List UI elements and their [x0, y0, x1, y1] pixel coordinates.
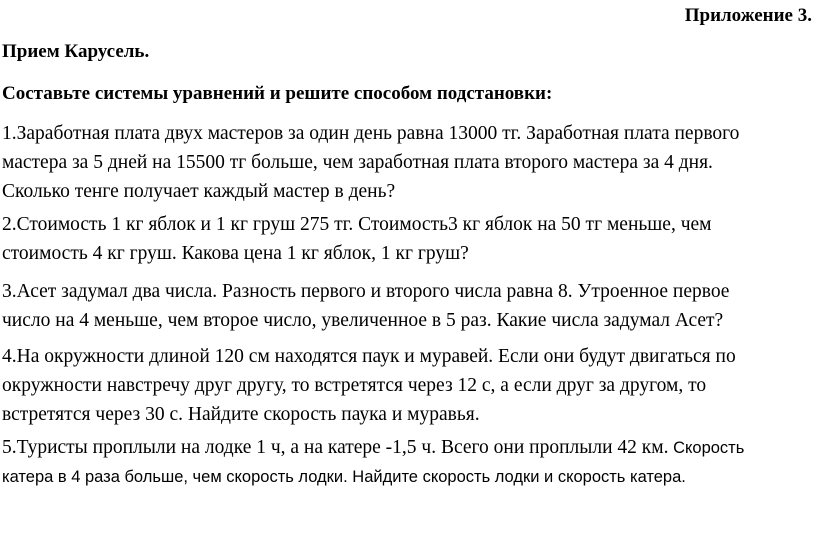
task-4 [2, 342, 814, 429]
appendix-label: Приложение 3. [684, 5, 812, 26]
task-3-line-1: 3.Асет задумал два числа. Разность первого и второго числа равна 8. Утроенное первое [2, 281, 730, 302]
task-5-line-2: катера в 4 раза больше, чем скорость лодки. Найдите скорость лодки и скорость катера. [2, 468, 686, 486]
task-3 [2, 277, 814, 335]
task-4-line-2: окружности навстречу друг другу, то встретятся через 12 с, а если друг за другом, то [2, 375, 707, 396]
task-5-line-1-tail: Скорость [668, 439, 745, 457]
task-5 [2, 433, 814, 492]
task-heading: Составьте системы уравнений и решите способом подстановки: [2, 83, 553, 104]
task-1-line-3: Сколько тенге получает каждый мастер в день? [2, 181, 396, 202]
task-5-line-1-main: 5.Туристы проплыли на лодке 1 ч, а на катере -1,5 ч. Всего они проплыли 42 км. [2, 437, 669, 458]
task-4-line-3: встретятся через 30 с. Найдите скорость паука и муравья. [2, 404, 480, 425]
task-4-line-1: 4.На окружности длиной 120 см находятся паук и муравей. Если они будут двигаться по [2, 346, 736, 367]
task-1 [2, 119, 814, 206]
task-2-line-2: стоимость 4 кг груш. Какова цена 1 кг яблок, 1 кг груш? [2, 243, 469, 264]
task-5-line-1 [2, 433, 814, 463]
task-1-line-1: 1.Заработная плата двух мастеров за один день равна 13000 тг. Заработная плата первого [2, 123, 740, 144]
task-2-line-1: 2.Стоимость 1 кг яблок и 1 кг груш 275 тг. Стоимость3 кг яблок на 50 тг меньше, чем [2, 214, 712, 235]
task-2 [2, 210, 814, 268]
task-1-line-2: мастера за 5 дней на 15500 тг больше, чем заработная плата второго мастера за 4 дня. [2, 152, 713, 173]
task-3-line-2: число на 4 меньше, чем второе число, увеличенное в 5 раз. Какие числа задумал Асет? [2, 310, 724, 331]
method-heading: Прием Карусель. [2, 41, 150, 62]
